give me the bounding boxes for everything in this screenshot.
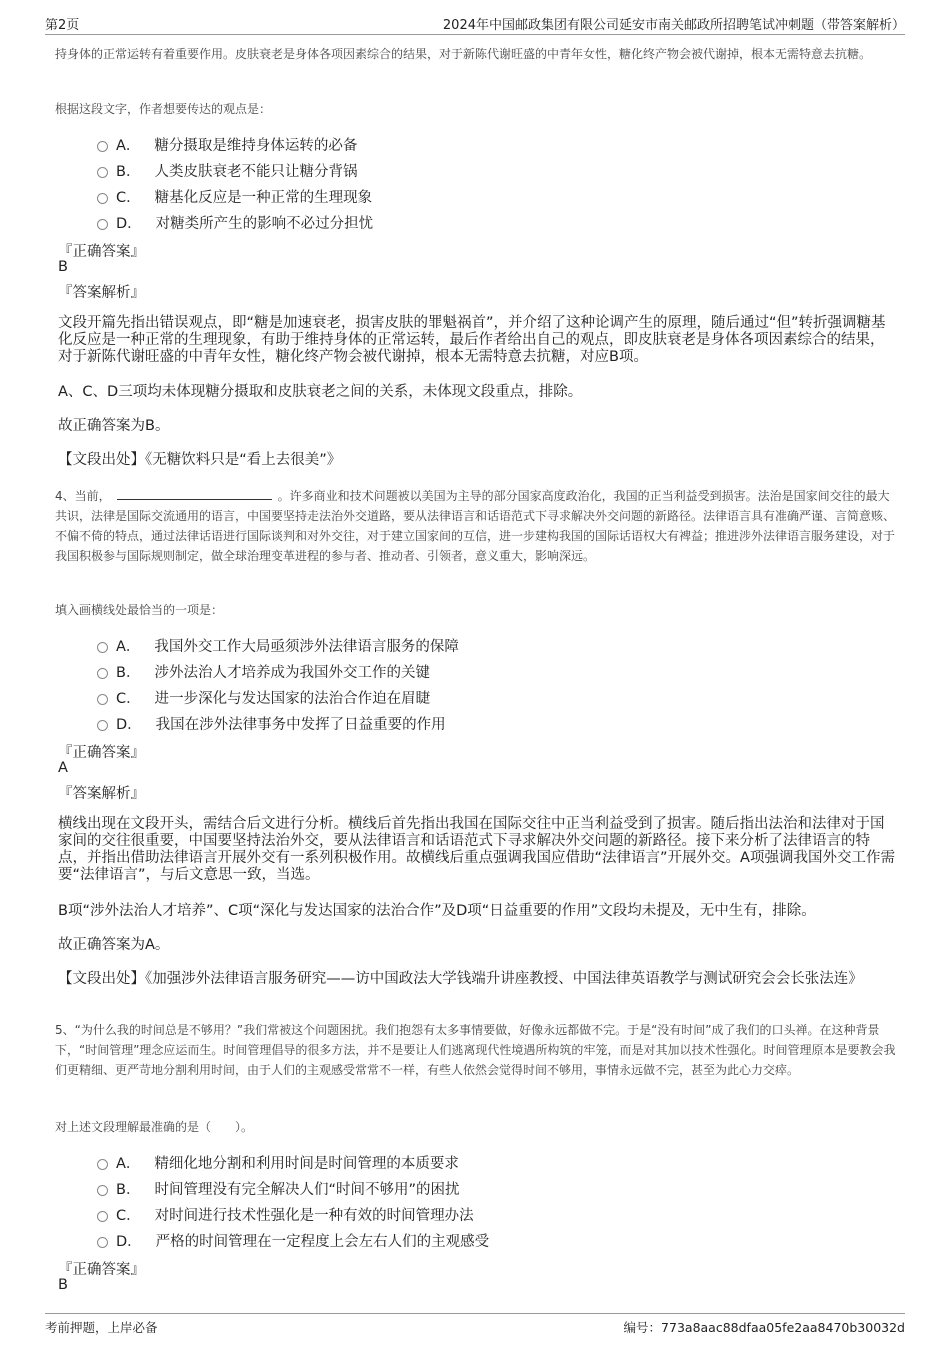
q3-option-c[interactable]: [97, 186, 372, 207]
q5-option-b[interactable]: [97, 1178, 459, 1199]
q4-passage: [55, 486, 900, 566]
option-letter: B．: [116, 164, 141, 180]
q3-passage-tail: 持身体的正常运转有着重要作用。皮肤衰老是身体各项因素综合的结果，对于新陈代谢旺盛的中青年女性，糖化终产物会被代谢掉，根本无需特意去抗糖。: [55, 47, 872, 61]
option-letter: D．: [116, 717, 142, 733]
q4-analysis-3: 故正确答案为A。: [58, 937, 170, 953]
q4-prompt: 填入画横线处最恰当的一项是：: [55, 603, 224, 617]
footer-serial: 编号：773a8aac88dfaa05fe2aa8470b30032d: [623, 1320, 905, 1335]
radio-icon[interactable]: [97, 720, 108, 731]
q5-option-d[interactable]: [97, 1230, 489, 1251]
option-text: 时间管理没有完全解决人们“时间不够用”的困扰: [154, 1182, 460, 1198]
q4-option-c[interactable]: [97, 687, 430, 708]
q3-answer: B: [58, 259, 68, 275]
option-text: 严格的时间管理在一定程度上会左右人们的主观感受: [155, 1234, 490, 1250]
page-number: 第2页: [45, 18, 80, 33]
document-title: 2024年中国邮政集团有限公司延安市南关邮政所招聘笔试冲刺题（带答案解析）: [442, 18, 905, 33]
option-text: 涉外法治人才培养成为我国外交工作的关键: [154, 665, 430, 681]
radio-icon[interactable]: [97, 141, 108, 152]
q4-answer-label: 『正确答案』: [58, 745, 145, 761]
option-letter: D．: [116, 1234, 142, 1250]
option-letter: B．: [116, 1182, 141, 1198]
q3-option-d[interactable]: [97, 212, 373, 233]
option-text: 我国外交工作大局亟须涉外法律语言服务的保障: [154, 639, 459, 655]
q3-analysis-2: A、C、D三项均未体现糖分摄取和皮肤衰老之间的关系，未体现文段重点，排除。: [58, 384, 583, 400]
q4-analysis-2: B项“涉外法治人才培养”、C项“深化与发达国家的法治合作”及D项“日益重要的作用”文段均未提及，无中生有，排除。: [58, 903, 816, 919]
footer-slogan: 考前押题，上岸必备: [45, 1320, 158, 1335]
q5-option-c[interactable]: [97, 1204, 474, 1225]
q3-answer-label: 『正确答案』: [58, 244, 145, 260]
option-letter: B．: [116, 665, 141, 681]
radio-icon[interactable]: [97, 694, 108, 705]
option-text: 精细化地分割和利用时间是时间管理的本质要求: [154, 1156, 459, 1172]
q4-option-d[interactable]: [97, 713, 446, 734]
q4-answer: A: [58, 760, 68, 776]
fill-blank: [117, 486, 272, 500]
option-text: 进一步深化与发达国家的法治合作迫在眉睫: [154, 691, 431, 707]
q3-source: 【文段出处】《无糖饮料只是“看上去很美”》: [58, 452, 342, 468]
option-text: 对时间进行技术性强化是一种有效的时间管理办法: [154, 1208, 474, 1224]
radio-icon[interactable]: [97, 668, 108, 679]
option-text: 糖分摄取是维持身体运转的必备: [154, 138, 358, 154]
option-letter: C．: [116, 691, 141, 707]
radio-icon[interactable]: [97, 167, 108, 178]
option-letter: A．: [116, 138, 141, 154]
option-letter: A．: [116, 1156, 141, 1172]
radio-icon[interactable]: [97, 1159, 108, 1170]
option-text: 我国在涉外法律事务中发挥了日益重要的作用: [155, 717, 446, 733]
option-text: 对糖类所产生的影响不必过分担忧: [155, 216, 374, 232]
q3-option-b[interactable]: [97, 160, 357, 181]
radio-icon[interactable]: [97, 1237, 108, 1248]
radio-icon[interactable]: [97, 219, 108, 230]
radio-icon[interactable]: [97, 193, 108, 204]
option-letter: C．: [116, 190, 141, 206]
q4-source: 【文段出处】《加强涉外法律语言服务研究——访中国政法大学钱端升讲座教授、中国法律英语教学与测试研究会会长张法连》: [58, 971, 863, 987]
q4-analysis-label: 『答案解析』: [58, 786, 145, 802]
q3-analysis-1: 文段开篇先指出错误观点，即“糖是加速衰老，损害皮肤的罪魁祸首”，并介绍了这种论调产生的原理，随后通过“但”转折强调糖基化反应是一种正常的生理现象，有助于维持身体的正常运转，最后作者给出自己的观点，即皮肤衰老是身体各项因素综合的结果，对于新陈代谢旺盛的中青年女性，糖化终产物会被代谢掉，根本无需特意去抗糖，对应B项。: [58, 315, 886, 365]
q4-option-a[interactable]: [97, 635, 459, 656]
page-footer: [45, 1313, 905, 1340]
q3-prompt: 根据这段文字，作者想要传达的观点是：: [55, 102, 272, 116]
q4-passage-text: 。许多商业和技术问题被以美国为主导的部分国家高度政治化，我国的正当利益受到损害。法治是国家间交往的最大共识，法律是国际交流通用的语言，中国要坚持走法治外交道路，要从法律语言和话语范式下寻求解决外交问题的新路径。法律语言具有准确严谨、言简意赅、不偏不倚的特点，通过法律话语进行国际谈判和对外交往，对于建立国家间的互信，进一步建构我国的国际话语权大有裨益；推进涉外法律语言服务建设，对于我国积极参与国际规则制定，做全球治理变革进程的参与者、推动者、引领者，意义重大，影响深远。: [55, 489, 896, 563]
q4-option-b[interactable]: [97, 661, 430, 682]
q5-passage: 5、“为什么我的时间总是不够用？”我们常被这个问题困扰。我们抱怨有太多事情要做，好像永远都做不完。于是“没有时间”成了我们的口头禅。在这种背景下，“时间管理”理念应运而生。时间管理倡导的很多方法，并不是要让人们逃离现代性境遇所构筑的牢笼，而是对其加以技术性强化。时间管理原本是要教会我们更精细、更严苛地分割利用时间，由于人们的主观感受常常不一样，有些人依然会觉得时间不够用，事情永远做不完，甚至为此心力交瘁。: [55, 1023, 896, 1077]
q4-number: 4、当前，: [55, 489, 111, 503]
option-letter: C．: [116, 1208, 141, 1224]
option-text: 糖基化反应是一种正常的生理现象: [154, 190, 373, 206]
page-header: [45, 12, 905, 35]
q3-analysis-label: 『答案解析』: [58, 285, 145, 301]
q5-prompt: 对上述文段理解最准确的是（ ）。: [55, 1120, 254, 1134]
option-letter: D．: [116, 216, 142, 232]
radio-icon[interactable]: [97, 1211, 108, 1222]
radio-icon[interactable]: [97, 642, 108, 653]
q4-analysis-1: 横线出现在文段开头，需结合后文进行分析。横线后首先指出我国在国际交往中正当利益受到了损害。随后指出法治和法律对于国家间的交往很重要，中国要坚持法治外交，要从法律语言和话语范式下寻求解决外交问题的新路径。接下来分析了法律语言的特点，并指出借助法律语言开展外交有一系列积极作用。故横线后重点强调我国应借助“法律语言”开展外交。A项强调我国外交工作需要“法律语言”，与后文意思一致，当选。: [58, 816, 895, 883]
option-text: 人类皮肤衰老不能只让糖分背锅: [154, 164, 358, 180]
q3-analysis-3: 故正确答案为B。: [58, 418, 170, 434]
q5-option-a[interactable]: [97, 1152, 459, 1173]
radio-icon[interactable]: [97, 1185, 108, 1196]
q5-answer: B: [58, 1277, 68, 1293]
q3-option-a[interactable]: [97, 134, 357, 155]
q5-answer-label: 『正确答案』: [58, 1262, 145, 1278]
option-letter: A．: [116, 639, 141, 655]
